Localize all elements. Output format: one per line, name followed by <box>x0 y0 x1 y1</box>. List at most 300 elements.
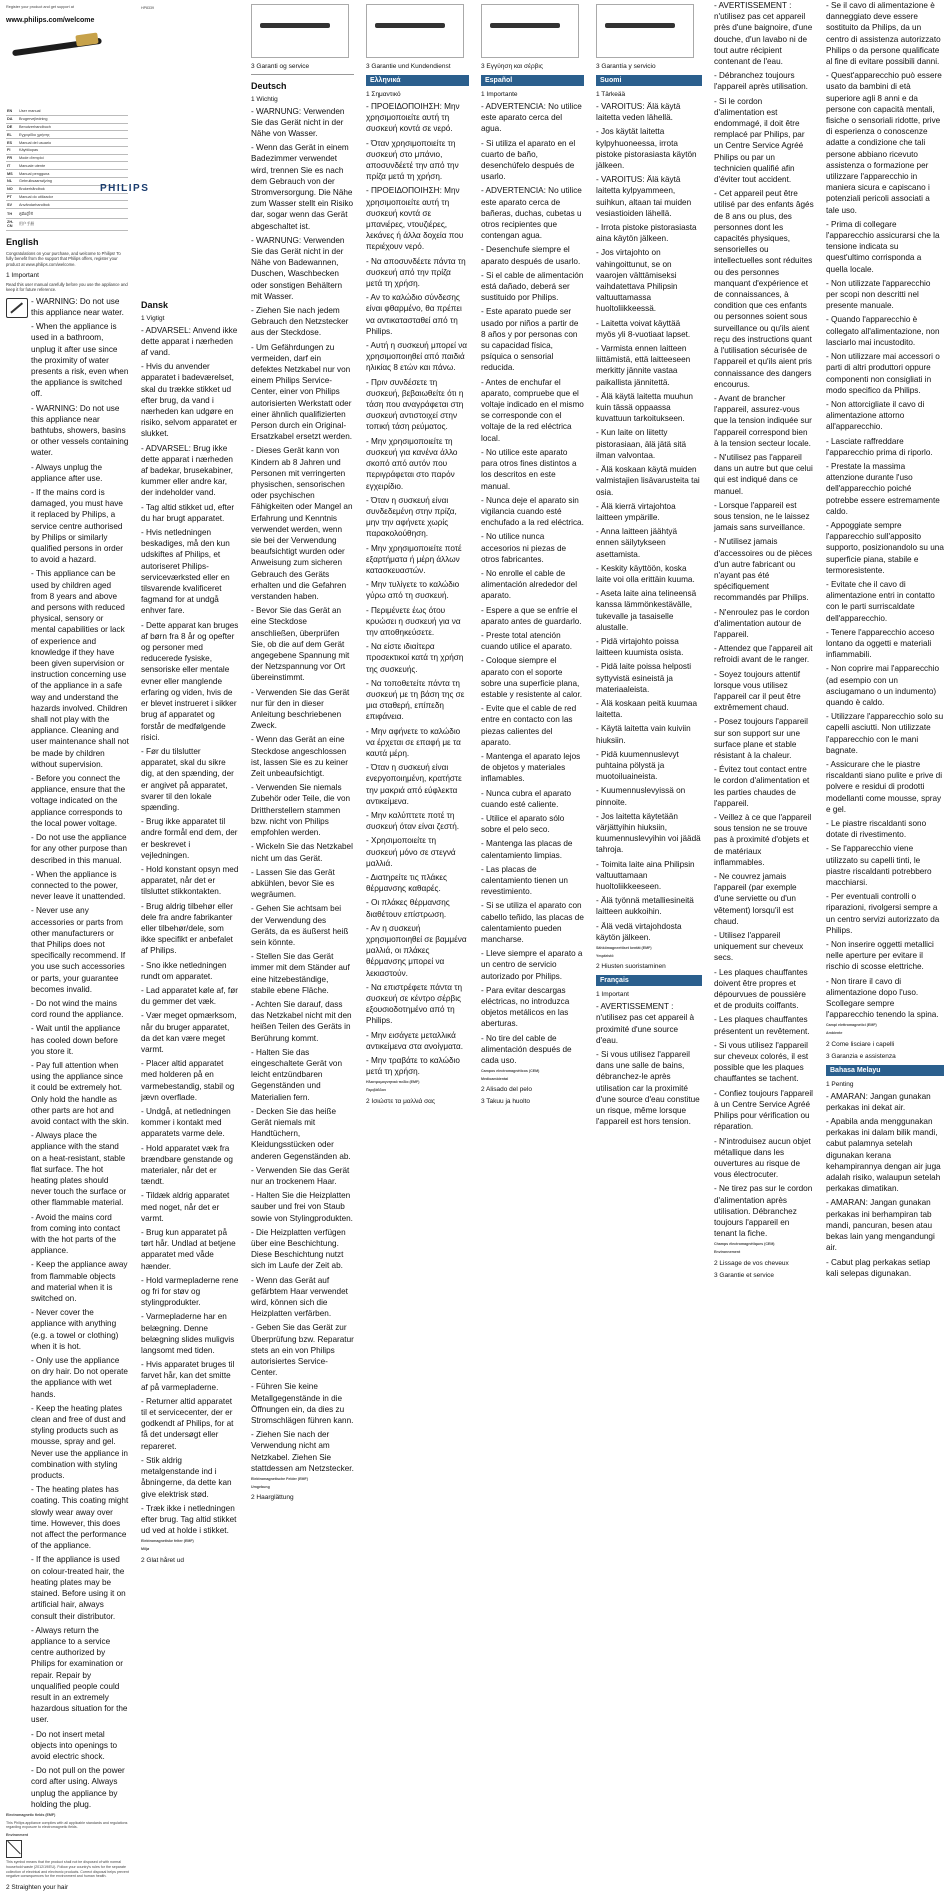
language-code: SV <box>6 201 18 209</box>
list-item: - Μην τυλίγετε το καλώδιο γύρω από τη συσκευή. <box>366 580 460 601</box>
language-code: NO <box>6 185 18 193</box>
list-item: - Utilizzare l'apparecchio solo su capelli asciutti. Non utilizzate l'apparecchio con le mani bagnate. <box>826 712 944 755</box>
list-item: - Débranchez toujours l'appareil après utilisation. <box>714 71 808 92</box>
list-item: - When the appliance is used in a bathroom, unplug it after use since the proximity of water presents a risk, even when the appliance is switched off. <box>31 322 129 399</box>
spanish-items <box>481 101 584 1066</box>
language-name: Manuale utente <box>18 162 128 170</box>
suomi-important-heading: 1 Tärkeää <box>596 91 626 98</box>
language-code: MS <box>6 170 18 178</box>
list-item: - Führen Sie keine Metallgegenstände in die Öffnungen ein, da dies zu Stromschlägen führen kann. <box>251 1382 354 1426</box>
list-item: - ΠΡΟΕΙΔΟΠΟΙΗΣΗ: Μην χρησιμοποιείτε αυτή τη συσκευή κοντά σε μπανιέρες, ντουζιέρες, λεκάνες ή άλλα δοχεία που περιέχουν νερό. <box>366 186 464 252</box>
list-item: - WARNUNG: Verwenden Sie das Gerät nicht in der Nähe von Badewannen, Duschen, Waschbecken oder sonstigen Behältern mit Wasser. <box>251 235 345 301</box>
list-item: - Cet appareil peut être utilisé par des enfants âgés de 8 ans ou plus, des personnes dont les capacités physiques, sensorielles ou intellectuelles sont réduites ou des personnes manquant d'expérience et de connaissances, à condition que ces enfants ou personnes soient sous surveillance ou qu'ils aient reçu des instructions quant à l'utilisation sécurisée de l'appareil et qu'ils aient pris connaissance des dangers encourus. <box>714 189 814 389</box>
list-item: - Varmepladerne har en belægning. Denne belægning slides muligvis langsomt med tiden. <box>141 1312 235 1356</box>
list-item: - Όταν η συσκευή είναι συνδεδεμένη στην πρίζα, μην την αφήνετε χωρίς παρακολούθηση. <box>366 495 457 539</box>
lang-heading-deutsch: Deutsch <box>251 80 287 91</box>
list-item: - Appoggiate sempre l'apparecchio sull'apposito supporto, posizionandolo su una superficie piana, stabile e termoresistente. <box>826 520 944 575</box>
list-item: - Les plaques chauffantes doivent être propres et dépourvues de poussière et de produits coiffants. <box>714 967 808 1011</box>
list-item: - Per eventuali controlli o riparazioni, rivolgersi sempre a un centro servizi autorizzato da Philips. <box>826 892 940 935</box>
list-item: - Decken Sie das heiße Gerät niemals mit Handtüchern, Kleidungsstücken oder anderen Gegenständen ab. <box>251 1106 351 1161</box>
list-item: - AVERTISSEMENT : n'utilisez pas cet appareil près d'une baignoire, d'une douche, d'un lavabo ni de tout autre récipient contenant de l'eau. <box>714 1 813 67</box>
list-item: - Le piastre riscaldanti sono dotate di rivestimento. <box>826 819 927 840</box>
list-item: - AMARAN: Jangan gunakan perkakas ini dekat air. <box>826 1091 931 1112</box>
no-water-icon <box>6 298 28 318</box>
language-row <box>6 146 128 154</box>
philips-logo: PHILIPS <box>100 183 150 194</box>
list-item: - Mantenga el aparato lejos de objetos y materiales inflamables. <box>481 751 581 784</box>
model-line: HP8339 <box>141 6 154 10</box>
list-item: - Älä käytä laitetta muuhun kuin tässä oppaassa kuvattuun tarkoitukseen. <box>596 391 693 424</box>
list-item: - Wenn das Gerät an eine Steckdose angeschlossen ist, lassen Sie es zu keiner Zeit unbeaufsichtigt. <box>251 735 348 779</box>
language-code: FR <box>6 154 18 162</box>
list-item: - Vær meget opmærksom, når du bruger apparatet, da det kan være meget varmt. <box>141 1011 237 1054</box>
emf-heading: Electromagnetic fields (EMF) <box>6 1812 56 1817</box>
list-item: - Soyez toujours attentif lorsque vous utilisez l'appareil car il peut être extrêmement chaud. <box>714 669 801 713</box>
register-line: Register your product and get support at <box>6 5 74 9</box>
spanish-important-heading: 1 Importante <box>481 91 518 98</box>
list-item: - Always place the appliance with the stand on a heat-resistant, stable flat surface. The hot heating plates should never touch the surface or other flammable material. <box>31 1131 127 1208</box>
language-code: ZH-CN <box>6 218 18 230</box>
language-name: Gebruiksaanwijzing <box>18 178 128 186</box>
list-item: - Achten Sie darauf, dass das Netzkabel nicht mit den heißen Teilen des Geräts in Berührung kommt. <box>251 999 352 1043</box>
language-code: PT <box>6 193 18 201</box>
list-item: - Quest'apparecchio può essere usato da bambini di età superiore agli 8 anni e da persone con capacità mentali, fisiche o sensoriali ridotte, prive di esperienza o conoscenze adatte a condizione che tali persone abbiano ricevuto assistenza o formazione per utilizzare l'apparecchio in maniera sicura e capiscano i potenziali pericoli associati a tale uso. <box>826 71 942 215</box>
list-item: - Αν η συσκευή χρησιμοποιηθεί σε βαμμένα μαλλιά, οι πλάκες θέρμανσης μπορεί να λεκιαστούν. <box>366 923 467 978</box>
list-item: - Si se utiliza el aparato con cabello teñido, las placas de calentamiento pueden mancharse. <box>481 901 584 945</box>
list-item: - Tenere l'apparecchio acceso lontano da oggetti e materiali infiammabili. <box>826 627 935 660</box>
list-item: - Stik aldrig metalgenstande ind i åbningerne, da dette kan give elektrisk stød. <box>141 1455 232 1499</box>
list-item: - Este aparato puede ser usado por niños a partir de 8 años y por personas con su capacidad física, psíquica o sensorial reducida. <box>481 307 579 373</box>
crossed-bin-icon <box>6 1840 22 1858</box>
list-item: - Μην τραβάτε το καλώδιο μετά τη χρήση. <box>366 1056 460 1077</box>
list-item: - Anna laitteen jäähtyä ennen säilytykseen asettamista. <box>596 527 678 559</box>
list-item: - Si le cordon d'alimentation est endommagé, il doit être remplacé par Philips, par un Centre Service Agréé Philips ou par un technicien qualifié afin d'éviter tout accident. <box>714 96 805 185</box>
straighten-heading-es: 2 Alisado del pelo <box>481 1086 532 1094</box>
straighten-heading: 2 Straighten your hair <box>6 1883 69 1891</box>
list-item: - Halten Sie die Heizplatten sauber und frei von Staub sowie von Stylingprodukten. <box>251 1191 353 1223</box>
list-item: - Pidä virtajohto poissa laitteen kuumista osista. <box>596 636 684 658</box>
list-item: - Veillez à ce que l'appareil sous tension ne se trouve pas à proximité d'objets et de matériaux inflammables. <box>714 813 812 867</box>
language-row <box>6 139 128 147</box>
language-name: Brukerhåndbok <box>18 185 128 193</box>
list-item: - Attendez que l'appareil ait refroidi avant de le ranger. <box>714 644 813 665</box>
list-item: - Returner altid apparatet til et servicecenter, der er godkendt af Philips, for at få det undersøgt eller repareret. <box>141 1396 234 1451</box>
list-item: - This appliance can be used by children aged from 8 years and above and persons with reduced physical, sensory or mental capabilities or lack of experience and knowledge if they have been given supervision or instruction concerning use of the appliance in a safe way and understand the hazards involved. Children shall not play with the appliance. Cleaning and user maintenance shall not be made by children without supervision. <box>31 569 129 769</box>
list-item: - Undgå, at netledningen kommer i kontakt med apparatets varme dele. <box>141 1107 231 1139</box>
list-item: - Älä työnnä metalliesineitä laitteen aukkoihin. <box>596 896 694 917</box>
lang-heading-dansk: Dansk <box>141 299 169 310</box>
list-item: - Do not wind the mains cord round the appliance. <box>31 998 124 1020</box>
list-item: - Dieses Gerät kann von Kindern ab 8 Jahren und Personen mit verringerten physischen, sensorischen oder psychischen Fähigkeiten oder Mangel an Erfahrung und Kenntnis verwendet werden, wenn sie bei der Verwendung beaufsichtigt wurden oder Anweisung zum sicheren Gebrauch des Geräts erhalten und die Gefahren verstanden haben. <box>251 446 353 602</box>
list-item: - WARNING: Do not use this appliance near bathtubs, showers, basins or other vessels containing water. <box>31 403 129 458</box>
list-item: - Bevor Sie das Gerät an eine Steckdose anschließen, überprüfen Sie, ob die auf dem Gerät angegebene Spannung mit der Netzspannung vor Ort übereinstimmt. <box>251 606 350 683</box>
list-item: - Before you connect the appliance, ensure that the voltage indicated on the appliance corresponds to the local power voltage. <box>31 774 126 828</box>
list-item: - Pidä kuumennuslevyt puhtaina pölystä ja muotoiluaineista. <box>596 749 679 782</box>
warranty-heading-es: 3 Garantía y servicio <box>596 63 656 70</box>
list-item: - Wenn das Gerät in einem Badezimmer verwendet wird, trennen Sie es nach dem Gebrauch von der Stromversorgung. Die Nähe zum Wasser stellt ein Risiko dar, sogar wenn das Gerät abgeschaltet ist. <box>251 143 354 231</box>
list-item: - No utilice nunca accesorios ni piezas de otros fabricantes. <box>481 532 567 564</box>
list-item: - Μην καλύπτετε ποτέ τη συσκευή όταν είναι ζεστή. <box>366 810 460 832</box>
list-item: - Never cover the appliance with anything (e.g. a towel or clothing) when it is hot. <box>31 1308 119 1351</box>
column-4 <box>360 0 475 1333</box>
list-item: - Evite que el cable de red entre en contacto con las piezas calientes del aparato. <box>481 704 577 747</box>
list-item: - Avoid the mains cord from coming into contact with the hot parts of the appliance. <box>31 1212 121 1256</box>
italiano-items <box>826 0 944 1020</box>
list-item: - Do not insert metal objects into openings to avoid electric shock. <box>31 1729 118 1761</box>
list-item: - N'enroulez pas le cordon d'alimentation autour de l'appareil. <box>714 607 810 639</box>
malay-items <box>826 1091 944 1279</box>
list-item: - N'utilisez jamais d'accessoires ou de pièces d'un autre fabricant ou n'ayant pas été spécifiquement recommandés par Philips. <box>714 537 813 603</box>
env-heading-it: Ambiente <box>826 1031 843 1036</box>
list-item: - Placer altid apparatet med holderen på en varmebestandig, stabil og jævn overflade. <box>141 1059 235 1102</box>
list-item: - Lorsque l'appareil est sous tension, ne le laissez jamais sans surveillance. <box>714 500 810 533</box>
lang-heading-francais: Français <box>596 975 702 986</box>
emf-heading-de: Elektromagnetische Felder (EMF) <box>251 1477 308 1482</box>
list-item: - Μην αφήνετε το καλώδιο να έρχεται σε επαφή με τα καυτά μέρη. <box>366 726 461 758</box>
list-item: - N'introduisez aucun objet métallique dans les ouvertures au risque de vous électrocuter. <box>714 1136 811 1180</box>
language-row <box>6 154 128 162</box>
emf-heading-fi: Sähkömagneettiset kentät (EMF) <box>596 946 652 951</box>
list-item: - Αυτή η συσκευή μπορεί να χρησιμοποιηθεί από παιδιά ηλικίας 8 ετών και πάνω. <box>366 341 468 373</box>
list-item: - Non coprire mai l'apparecchio (ad esempio con un asciugamano o un indumento) quando è caldo. <box>826 664 940 707</box>
warranty-heading-el: 3 Εγγύηση και σέρβις <box>481 63 543 70</box>
divider <box>251 74 354 75</box>
list-item: - Tildæk aldrig apparatet med noget, når det er varmt. <box>141 1191 230 1223</box>
language-row <box>6 115 128 123</box>
list-item: - VAROITUS: Älä käytä laitetta veden lähellä. <box>596 102 681 123</box>
list-item: - Las placas de calentamiento tienen un revestimiento. <box>481 864 568 897</box>
lang-heading-greek: Ελληνικά <box>366 75 469 86</box>
env-heading-el: Περιβάλλον <box>366 1088 387 1093</box>
language-name: User manual <box>18 108 128 115</box>
emf-heading-it: Campi elettromagnetici (EMF) <box>826 1023 877 1028</box>
list-item: - Älä koskaan peitä kuumaa laitetta. <box>596 698 698 720</box>
list-item: - Wenn das Gerät auf gefärbtem Haar verwendet wird, können sich die Heizplatten verfärben. <box>251 1275 348 1319</box>
lang-heading-malay: Bahasa Melayu <box>826 1065 944 1076</box>
emf-heading-es: Campos electromagnéticos (CEM) <box>481 1069 540 1074</box>
important-heading: 1 Important <box>6 271 39 279</box>
intro-text: Congratulations on your purchase, and welcome to Philips! To fully benefit from the support that Philips offers, register your product at www.philips.com/welcome. <box>6 250 121 267</box>
list-item: - Prestate la massima attenzione durante l'uso dell'apparecchio poiché potrebbe essere estremamente caldo. <box>826 461 940 516</box>
list-item: - Käytä laitetta vain kuiviin hiuksiin. <box>596 724 691 745</box>
language-code: DA <box>6 115 18 123</box>
usage-figure <box>251 4 349 58</box>
list-item: - Hold apparatet væk fra brændbare genstande og materialer, når det er tændt. <box>141 1143 233 1187</box>
list-item: - Évitez tout contact entre le cordon d'alimentation et les parties chaudes de l'appareil. <box>714 765 810 808</box>
list-item: - Wait until the appliance has cooled down before you store it. <box>31 1024 121 1056</box>
list-item: - Confiez toujours l'appareil à un Centre Service Agréé Philips pour vérification ou réparation. <box>714 1088 813 1132</box>
list-item: - ADVARSEL: Brug ikke dette apparat i nærheden af badekar, brusekabiner, kummer eller andre kar, der indeholder vand. <box>141 443 233 498</box>
language-code: ES <box>6 139 18 147</box>
list-item: - Να είστε ιδιαίτερα προσεκτικοί κατά τη χρήση της συσκευής. <box>366 642 464 674</box>
list-item: - Toimita laite aina Philipsin valtuuttamaan huoltoliikkeeseen. <box>596 859 695 891</box>
straighten-heading-el: 2 Ισιώστε τα μαλλιά σας <box>366 1097 435 1105</box>
list-item: - Διατηρείτε τις πλάκες θέρμανσης καθαρές. <box>366 873 447 894</box>
list-item: - AVERTISSEMENT : n'utilisez pas cet appareil à proximité d'une source d'eau. <box>596 1002 695 1045</box>
list-item: - Do not use the appliance for any other purpose than described in this manual. <box>31 833 128 865</box>
list-item: - Prima di collegare l'apparecchio assicurarsi che la tensione indicata su quest'ultimo corrisponda a quella locale. <box>826 219 940 274</box>
list-item: - Hvis du anvender apparatet i badeværelset, skal du trække stikket ud efter brug, da vand i nærheden kan udgøre en risiko, selvom apparatet er slukket. <box>141 362 238 439</box>
env-heading-fi: Ympäristö <box>596 953 614 958</box>
list-item: - Die Heizplatten verfügen über eine Beschichtung. Diese Beschichtung nutzt sich im Laufe der Zeit ab. <box>251 1227 346 1271</box>
francais-items-start <box>596 1001 702 1127</box>
list-item: - Verwenden Sie das Gerät nur an trockenem Haar. <box>251 1165 350 1186</box>
language-name: Benutzerhandbuch <box>18 123 128 131</box>
list-item: - Ne tirez pas sur le cordon d'alimentation après utilisation. Débranchez toujours l'appareil en tenant la fiche. <box>714 1184 813 1239</box>
list-item: - Keep the heating plates clean and free of dust and styling products such as mousse, spray and gel. Never use the appliance in combination with styling products. <box>31 1403 128 1481</box>
list-item: - Älä koskaan käytä muiden valmistajien lisävarusteita tai osia. <box>596 465 700 497</box>
list-item: - Να αποσυνδέετε πάντα τη συσκευή από την πρίζα μετά τη χρήση. <box>366 256 466 289</box>
language-code: TH <box>6 209 18 219</box>
list-item: - Assicurare che le piastre riscaldanti siano pulite e prive di polvere e residui di prodotti modellanti come mousse, spray e gel. <box>826 760 943 814</box>
list-item: - Lassen Sie das Gerät abkühlen, bevor Sie es wegräumen. <box>251 867 335 900</box>
list-item: - Si utiliza el aparato en el cuarto de baño, desenchúfelo después de usarlo. <box>481 138 576 182</box>
list-item: - Do not pull on the power cord after using. Always unplug the appliance by holding the plug. <box>31 1766 125 1809</box>
list-item: - Πριν συνδέσετε τη συσκευή, βεβαιωθείτε ότι η τάση που αναγράφεται στη συσκευή αντιστοιχεί στην τοπική τάση ρεύματος. <box>366 377 464 432</box>
list-item: - Keep the appliance away from flammable objects and material when it is switched on. <box>31 1260 128 1304</box>
warning-block <box>6 296 129 1813</box>
language-name: Manual pengguna <box>18 170 128 178</box>
emf-heading-fr: Champs électromagnétiques (CEM) <box>714 1242 775 1247</box>
list-item: - ADVERTENCIA: No utilice este aparato cerca de bañeras, duchas, cubetas u otros recipientes que contengan agua. <box>481 186 582 241</box>
list-item: - Hvis apparatet bruges til farvet hår, kan det smitte af på varmepladerne. <box>141 1360 235 1392</box>
emf-heading-da: Elektromagnetiske felter (EMF) <box>141 1539 194 1544</box>
list-item: - Jos laitetta käytetään värjättyihin hiuksiin, kuumennuslevyihin voi jäädä tahroja. <box>596 811 701 855</box>
language-name: Εγχειρίδιο χρήσης <box>18 131 128 139</box>
lang-heading-english: English <box>6 236 39 247</box>
dansk-items <box>141 325 239 1537</box>
column-3 <box>245 0 360 1502</box>
garantie-heading-fr: 3 Garantie et service <box>714 1271 774 1279</box>
list-item: - Para evitar descargas eléctricas, no introduzca objetos metálicos en las aberturas. <box>481 985 570 1029</box>
column-5 <box>475 0 590 1333</box>
list-item: - Ziehen Sie nach jedem Gebrauch den Netzstecker aus der Steckdose. <box>251 305 349 338</box>
language-code: DE <box>6 123 18 131</box>
list-item: - Si vous utilisez l'appareil sur cheveux colorés, il est possible que les plaques chauffantes se tachent. <box>714 1040 809 1084</box>
list-item: - Lasciate raffreddare l'apparecchio prima di riporlo. <box>826 436 933 457</box>
list-item: - If the mains cord is damaged, you must have it replaced by Philips, a service centre authorised by Philips or similarly qualified persons in order to avoid a hazard. <box>31 488 123 565</box>
list-item: - Only use the appliance on dry hair. Do not operate the appliance with wet hands. <box>31 1356 128 1399</box>
language-name: คู่มือผู้ใช้ <box>18 209 128 219</box>
list-item: - AMARAN: Jangan gunakan perkakas ini berhampiran tab mandi, pancuran, besen atau bekas lain yang mengandungi air. <box>826 1198 935 1253</box>
list-item: - Always unplug the appliance after use. <box>31 462 103 483</box>
list-item: - Non tirare il cavo di alimentazione dopo l'uso. Scollegare sempre l'apparecchio tenendo la spina. <box>826 976 939 1020</box>
lang-heading-spanish: Español <box>481 75 584 86</box>
list-item: - Να τοποθετείτε πάντα τη συσκευή με τη βάση της σε μια σταθερή, επίπεδη επιφάνεια. <box>366 678 465 722</box>
takuu-heading: 3 Takuu ja huolto <box>481 1098 531 1106</box>
list-item: - Tag altid stikket ud, efter du har brugt apparatet. <box>141 502 235 523</box>
list-item: - Antes de enchufar el aparato, compruebe que el voltaje indicado en el mismo se corresponde con el voltaje de la red eléctrica local. <box>481 377 584 443</box>
usage-figure-3 <box>481 4 579 58</box>
list-item: - Kuumennuslevyissä on pinnoite. <box>596 786 686 807</box>
column-2 <box>135 0 245 1564</box>
list-item: - Hold konstant opsyn med apparatet, når det er tilsluttet stikkontakten. <box>141 864 239 897</box>
list-item: - Træk ikke i netledningen efter brug. Tag altid stikket ud ved at holde i stikket. <box>141 1503 237 1536</box>
greek-important-heading: 1 Σημαντικό <box>366 91 401 98</box>
list-item: - Brug ikke apparatet til andre formål end dem, der er beskrevet i vejledningen. <box>141 817 238 860</box>
straighten-heading-fi: 2 Hiusten suoristaminen <box>596 963 666 971</box>
straighten-heading-da: 2 Glat håret ud <box>141 1556 184 1564</box>
list-item: - Espere a que se enfríe el aparato antes de guardarlo. <box>481 605 582 626</box>
list-item: - Να επιστρέφετε πάντα τη συσκευή σε κέντρο σέρβις εξουσιοδοτημένο από τη Philips. <box>366 982 463 1026</box>
list-item: - Posez toujours l'appareil sur son support sur une surface plane et stable résistant à la chaleur. <box>714 717 808 760</box>
wichtig-heading: 1 Wichtig <box>251 95 278 103</box>
env-heading: Environment <box>6 1832 28 1837</box>
list-item: - No enrolle el cable de alimentación alrededor del aparato. <box>481 568 578 601</box>
english-items <box>31 296 129 1813</box>
deutsch-items <box>251 106 354 1475</box>
list-item: - N'utilisez pas l'appareil dans un autre but que celui qui est indiqué dans ce manuel. <box>714 452 813 496</box>
list-item: - WARNING: Do not use this appliance near water. <box>31 296 124 317</box>
list-item: - WARNUNG: Verwenden Sie das Gerät nicht in der Nähe von Wasser. <box>251 106 345 138</box>
list-item: - Verwenden Sie niemals Zubehör oder Teile, die von Drittherstellern stammen bzw. nicht von Philips empfohlen werden. <box>251 783 351 838</box>
language-row <box>6 123 128 131</box>
env-heading-de: Umgebung <box>251 1484 270 1489</box>
list-item: - Non attorcigliate il cavo di alimentazione attorno all'apparecchio. <box>826 399 925 432</box>
suomi-items <box>596 101 702 943</box>
list-item: - Όταν χρησιμοποιείτε τη συσκευή στο μπάνιο, αποσυνδέετέ την από την πρίζα μετά τη χρήση. <box>366 138 459 182</box>
list-item: - Ziehen Sie nach der Verwendung nicht am Netzkabel. Ziehen Sie stattdessen am Netzstecker. <box>251 1430 354 1473</box>
list-item: - No utilice este aparato para otros fines distintos a los descritos en este manual. <box>481 447 577 491</box>
env-heading-es: Medioambiental <box>481 1076 509 1081</box>
language-table <box>6 108 128 231</box>
language-code: EN <box>6 108 18 115</box>
language-row <box>6 193 128 201</box>
list-item: - Se l'apparecchio viene utilizzato su capelli tinti, le piastre riscaldanti potrebbero macchiarsi. <box>826 844 932 888</box>
list-item: - Coloque siempre el aparato con el soporte sobre una superficie plana, estable y resistente al calor. <box>481 656 583 699</box>
garanti-heading: 3 Garantie und Kundendienst <box>366 63 451 70</box>
list-item: - Mantenga las placas de calentamiento limpias. <box>481 839 573 860</box>
list-item: - Χρησιμοποιείτε τη συσκευή μόνο σε στεγνά μαλλιά. <box>366 836 456 868</box>
list-item: - Evitate che il cavo di alimentazione entri in contatto con le parti surriscaldate dell'apparecchio. <box>826 579 935 623</box>
francais-important-heading: 1 Important <box>596 991 629 999</box>
list-item: - Aseta laite aina telineensä kanssa lämmönkestävälle, tukevalle ja tasaiselle alustalle. <box>596 589 697 632</box>
list-item: - Nunca deje el aparato sin vigilancia cuando esté enchufado a la red eléctrica. <box>481 495 584 528</box>
list-item: - Non utilizzate l'apparecchio per scopi non descritti nel presente manuale. <box>826 278 931 311</box>
list-item: - Før du tilslutter apparatet, skal du sikre dig, at den spænding, der er angivet på apparatet, svarer til den lokale spænding. <box>141 746 234 812</box>
list-item: - Περιμένετε έως ότου κρυώσει η συσκευή για να την αποθηκεύσετε. <box>366 605 461 637</box>
list-item: - ADVARSEL: Anvend ikke dette apparat i nærheden af vand. <box>141 325 238 357</box>
list-item: - Nunca cubra el aparato cuando esté caliente. <box>481 788 572 809</box>
list-item: - Μην χρησιμοποιείτε ποτέ εξαρτήματα ή μέρη άλλων κατασκευαστών. <box>366 543 462 575</box>
lang-heading-suomi: Suomi <box>596 75 702 86</box>
language-name: Manual do utilizador <box>18 193 128 201</box>
list-item: - Όταν η συσκευή είναι ενεργοποιημένη, κρατήστε την μακριά από εύφλεκτα αντικείμενα. <box>366 763 462 806</box>
list-item: - ΠΡΟΕΙΔΟΠΟΙΗΣΗ: Μην χρησιμοποιείτε αυτή τη συσκευή κοντά σε νερό. <box>366 102 460 134</box>
language-code: NL <box>6 178 18 186</box>
list-item: - Lleve siempre el aparato a un centro de servicio autorizado por Philips. <box>481 949 583 981</box>
list-item: - ADVERTENCIA: No utilice este aparato cerca del agua. <box>481 102 582 134</box>
list-item: - Si vous utilisez l'appareil dans une salle de bains, débranchez-le après utilisation car la proximité d'une source d'eau constitue un risque, même lorsque l'appareil est hors tension. <box>596 1050 700 1127</box>
language-row <box>6 170 128 178</box>
language-row <box>6 201 128 209</box>
usage-figure-2 <box>366 4 464 58</box>
list-item: - Geben Sie das Gerät zur Überprüfung bzw. Reparatur stets an ein von Philips autorisiertes Service-Center. <box>251 1323 354 1378</box>
list-item: - Älä kierrä virtajohtoa laitteen ympärille. <box>596 501 676 522</box>
list-item: - Apabila anda menggunakan perkakas ini dalam bilik mandi, cabut palamnya setelah digunakan kerana kehampirannya dengan air juga adalah risiko, walaupun setelah perkakas dimatikan. <box>826 1117 941 1194</box>
list-item: - Brug kun apparatet på tørt hår. Undlad at betjene apparatet med våde hænder. <box>141 1228 236 1271</box>
straighten-heading-fr: 2 Lissage de vos cheveux <box>714 1259 789 1267</box>
straighten-heading-it: 2 Come lisciare i capelli <box>826 1040 895 1048</box>
usage-figure-4 <box>596 4 694 58</box>
list-item: - Kun laite on liitetty pistorasiaan, älä jätä sitä ilman valvontaa. <box>596 428 687 460</box>
language-row <box>6 218 128 230</box>
list-item: - Les plaques chauffantes présentent un revêtement. <box>714 1015 810 1036</box>
vigtigt-heading: 1 Vigtigt <box>141 314 165 322</box>
greek-items <box>366 101 469 1077</box>
website-url[interactable]: www.philips.com/welcome <box>6 17 95 24</box>
francais-items-cont <box>714 0 814 1239</box>
emf-text: This Philips appliance complies with all applicable standards and regulations regarding exposure to electromagnetic fields. <box>6 1820 128 1830</box>
list-item: - Wickeln Sie das Netzkabel nicht um das Gerät. <box>251 842 353 863</box>
env-heading-da: Miljø <box>141 1546 150 1551</box>
list-item: - Verwenden Sie das Gerät nur für den in dieser Anleitung beschriebenen Zweck. <box>251 687 350 731</box>
list-item: - Οι πλάκες θέρμανσης διαθέτουν επίστρωση. <box>366 898 450 919</box>
list-item: - Se il cavo di alimentazione è danneggiato deve essere sostituito da Philips, da un centro di assistenza autorizzato Philips o da persone qualificate al fine di evitare possibili danni. <box>826 1 941 67</box>
language-row <box>6 209 128 219</box>
column-7 <box>708 0 820 1333</box>
language-row <box>6 162 128 170</box>
list-item: - Laitetta voivat käyttää myös yli 8-vuotiaat lapset. <box>596 318 691 339</box>
list-item: - Sno ikke netledningen rundt om apparatet. <box>141 960 227 981</box>
important-intro: Read this user manual carefully before you use the appliance and keep it for future reference. <box>6 281 128 293</box>
list-item: - If the appliance is used on colour-treated hair, the heating plates may be stained. Before using it on artificial hair, always consult their distributor. <box>31 1555 126 1621</box>
env-heading-fr: Environnement <box>714 1249 741 1254</box>
language-name: 用户手册 <box>18 218 128 230</box>
list-item: - Utilisez l'appareil uniquement sur cheveux secs. <box>714 931 804 963</box>
list-item: - Älä vedä virtajohdosta käytön jälkeen. <box>596 921 682 942</box>
language-code: IT <box>6 162 18 170</box>
language-name: Käyttöopas <box>18 146 128 154</box>
column-6 <box>590 0 708 1333</box>
list-item: - Ne couvrez jamais l'appareil (par exemple d'une serviette ou d'un vêtement) lorsqu'il est chaud. <box>714 872 797 926</box>
language-name: Brugervejledning <box>18 115 128 123</box>
env-text: This symbol means that the product shall not be disposed of with normal household waste (2012/19/EU). Follow your country's rules for the separate collection of electrical and electronic products. Correct disposal helps prevent negative consequences for the environment and human health. <box>6 1860 129 1879</box>
list-item: - Gehen Sie achtsam bei der Verwendung des Geräts, da es äußerst heiß sein könnte. <box>251 904 349 947</box>
list-item: - Never use any accessories or parts from other manufacturers or that Philips does not specifically recommend. If you use such accessories or parts, your guarantee becomes invalid. <box>31 906 126 994</box>
list-item: - Avant de brancher l'appareil, assurez-vous que la tension indiquée sur l'appareil correspond bien à la tension secteur locale. <box>714 393 812 448</box>
list-item: - Preste total atención cuando utilice el aparato. <box>481 630 573 652</box>
list-item: - Non utilizzare mai accessori o parti di altri produttori oppure componenti non consigliati in modo specifico da Philips. <box>826 352 940 395</box>
language-name: Mode d'emploi <box>18 154 128 162</box>
language-code: EL <box>6 131 18 139</box>
language-row <box>6 131 128 139</box>
list-item: - Quando l'apparecchio è collegato all'alimentazione, non lasciarlo mai incustodito. <box>826 315 940 347</box>
straightener-illustration <box>6 28 106 64</box>
list-item: - Μην εισάγετε μεταλλικά αντικείμενα στα ανοίγματα. <box>366 1030 463 1051</box>
list-item: - When the appliance is connected to the power, never leave it unattended. <box>31 869 126 902</box>
malay-important-heading: 1 Penting <box>826 1080 854 1088</box>
straighten-heading-de: 2 Haarglättung <box>251 1494 294 1502</box>
language-row <box>6 108 128 115</box>
garanzia-heading-it: 3 Garanzia e assistenza <box>826 1052 896 1060</box>
list-item: - Αν το καλώδιο σύνδεσης είναι φθαρμένο, θα πρέπει να αντικατασταθεί από τη Philips. <box>366 293 462 336</box>
list-item: - Halten Sie das eingeschaltete Gerät von leicht entzündbaren Gegenständen und Materialien fern. <box>251 1047 343 1102</box>
list-item: - The heating plates has coating. This coating might slowly wear away over time. However, this does not affect the performance of the appliance. <box>31 1485 129 1551</box>
language-name: Manual del usuario <box>18 139 128 147</box>
list-item: - Lad apparatet køle af, før du gemmer det væk. <box>141 985 238 1007</box>
emf-heading-el: Ηλεκτρομαγνητικά πεδία (EMF) <box>366 1080 420 1085</box>
list-item: - VAROITUS: Älä käytä laitetta kylpyammeen, suihkun, altaan tai muiden vesiastioiden lähellä. <box>596 175 692 218</box>
list-item: - Jos käytät laitetta kylpyhuoneessa, irrota pistoke pistorasiasta käytön jälkeen. <box>596 127 697 171</box>
list-item: - Si el cable de alimentación está dañado, deberá ser sustituido por Philips. <box>481 270 584 303</box>
list-item: - Hold varmepladerne rene og fri for støv og stylingprodukter. <box>141 1275 239 1308</box>
list-item: - Jos virtajohto on vahingoittunut, se on vaarojen välttämiseksi vaihdatettava Philipsin valtuuttamassa huoltoliikkeessä. <box>596 248 678 314</box>
language-name: Användarhandbok <box>18 201 128 209</box>
list-item: - Μην χρησιμοποιείτε τη συσκευή για κανένα άλλο σκοπό από αυτόν που περιγράφεται στο παρόν εγχειρίδιο. <box>366 436 458 491</box>
list-item: - Hvis netledningen beskadiges, må den kun udskiftes af Philips, et autoriseret Philips-serviceværksted eller en tilsvarende kvalificeret fagmand for at undgå enhver fare. <box>141 528 230 616</box>
care-heading: 3 Garanti og service <box>251 63 310 70</box>
